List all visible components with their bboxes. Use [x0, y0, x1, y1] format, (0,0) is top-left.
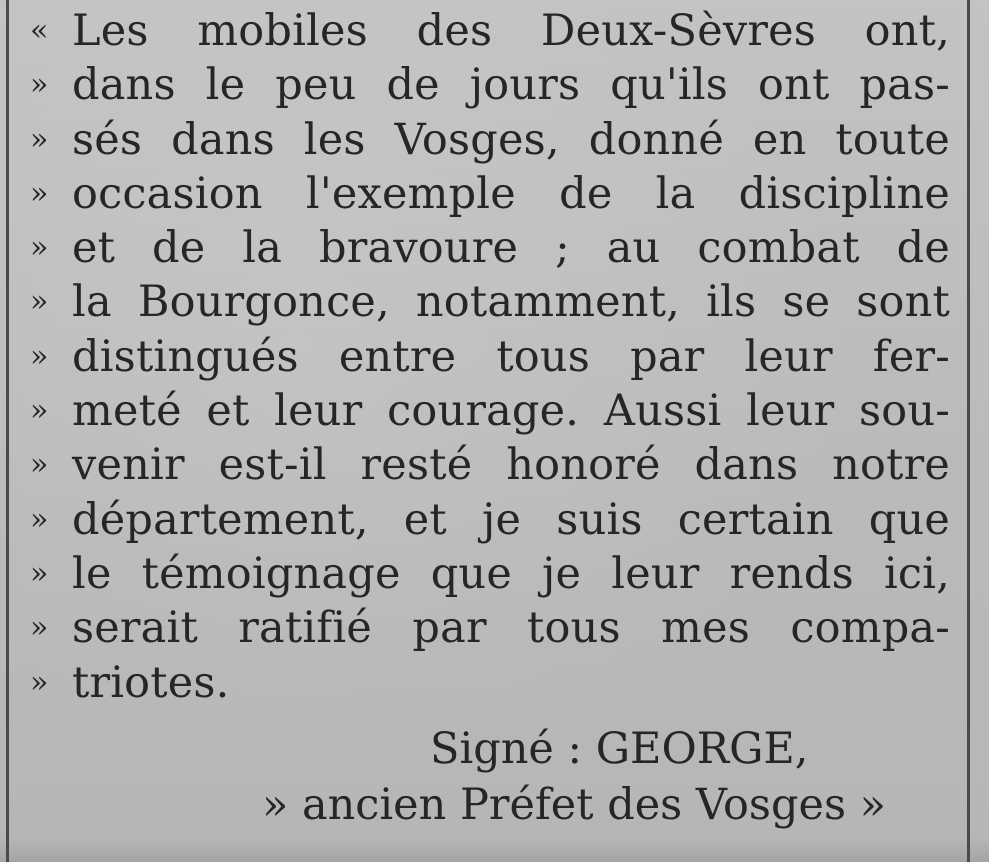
line-text: le témoignage que je leur rends ici,	[72, 548, 950, 599]
text-line	[30, 275, 950, 329]
text-line	[30, 547, 950, 601]
line-text: département, et je suis certain que	[72, 494, 950, 545]
line-text: serait ratifié par tous mes compa-	[72, 603, 950, 654]
text-line	[30, 656, 950, 710]
text-line	[30, 493, 950, 547]
quote-mark: »	[30, 610, 49, 646]
quote-mark: «	[30, 13, 49, 48]
quote-mark: »	[30, 175, 49, 211]
text-line	[30, 601, 950, 655]
text-line	[30, 330, 950, 384]
signer-title: » ancien Préfet des Vosges »	[262, 780, 886, 830]
text-line	[30, 113, 950, 167]
quoted-letter	[30, 4, 950, 710]
line-text: meté et leur courage. Aussi leur sou-	[72, 386, 950, 437]
text-line	[30, 58, 950, 112]
quote-mark: »	[30, 230, 49, 266]
text-line	[30, 438, 950, 492]
signature-line: Signé : GEORGE,	[430, 724, 809, 774]
right-column-rule	[967, 0, 970, 862]
text-line	[30, 384, 950, 438]
quote-mark: »	[30, 664, 49, 700]
line-text: la Bourgonce, notamment, ils se sont	[72, 277, 950, 328]
quote-mark: »	[30, 121, 49, 157]
left-column-rule	[6, 0, 9, 862]
quote-mark: »	[30, 393, 49, 429]
line-text: triotes.	[72, 657, 230, 708]
line-text: venir est-il resté honoré dans notre	[72, 440, 950, 491]
line-text: distingués entre tous par leur fer-	[72, 331, 950, 382]
page-edge-shadow	[0, 838, 989, 862]
line-text: dans le peu de jours qu'ils ont pas-	[72, 60, 950, 111]
quote-mark: »	[30, 284, 49, 320]
quote-mark: »	[30, 447, 49, 483]
quote-mark: »	[30, 67, 49, 103]
quote-mark: »	[30, 501, 49, 537]
line-text: sés dans les Vosges, donné en toute	[72, 114, 950, 165]
text-line	[30, 167, 950, 221]
text-line	[30, 221, 950, 275]
text-line	[30, 4, 950, 58]
line-text: et de la bravoure ; au combat de	[72, 223, 950, 274]
quote-mark: »	[30, 555, 49, 591]
line-text: Les mobiles des Deux-Sèvres ont,	[72, 6, 950, 56]
quote-mark: »	[30, 338, 49, 374]
line-text: occasion l'exemple de la discipline	[72, 168, 950, 219]
